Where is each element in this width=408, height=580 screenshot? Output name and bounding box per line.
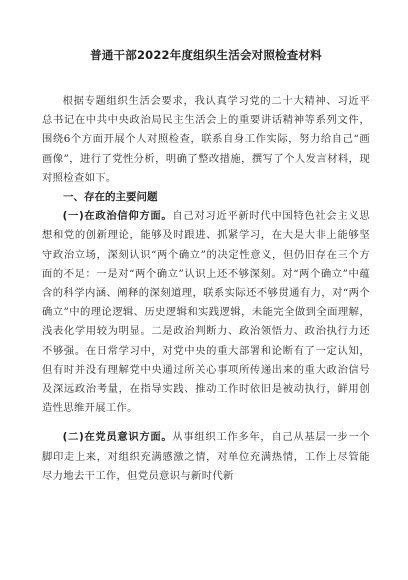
political-belief-body: 自己对习近平新时代中国特色社会主义思想和党的创新理论，能够及时跟进、抓紧学习，在大是大非上能够坚守政治立场，深刻认识“两个确立”的决定性意义，但仍旧存在三个方面的不足：一是对“两个确立”认识上还不够深刻。对“两个确立”中蕴含的科学内涵、阐释的深刻道理，联系实际还不够贯通有力，对“两个确立”中的理论逻辑、历史逻辑和实践逻辑，未能完全做到全面理解，浅表化学用较为明显。二是政治判断力、政治领悟力、政治执行力还不够强。在日常学习中，对党中央的重大部署和论断有了一定认知，但有时并没有理解党中央通过所关心事项所传递出来的重大政治信号及深远政治考量，在指导实践、推动工作时依旧是被动执行，鲜用创造性思维开展工作。 xyxy=(42,210,370,415)
party-awareness-heading: (二)在党员意识方面。 xyxy=(62,431,173,444)
party-awareness-body: 从事组织工作多年，自己从基层一步一个脚印走上来，对组织充满感激之情，对单位充满热情，工作上尽管能尽力地去干工作，但党员意识与新时代新 xyxy=(42,431,370,482)
document-title: 普通干部2022年度组织生活会对照检查材料 xyxy=(90,48,322,62)
section-heading-problems: 一、存在的主要问题 xyxy=(63,191,158,204)
political-belief-heading: (一)在政治信仰方面。 xyxy=(62,210,173,223)
paragraph-spacer xyxy=(42,418,370,428)
intro-paragraph: 根据专题组织生活会要求，我认真学习党的二十大精神、习近平总书记在中共中央政治局民主生活会上的重要讲话精神等系列文件，围绕6个方面开展个人对照检查，联系自身工作实际，努力给自己“画画像”，进行了党性分析，明确了整改措施，撰写了个人发言材料，现对照检查如下。 xyxy=(42,95,370,184)
party-awareness-paragraph xyxy=(42,428,370,486)
political-belief-paragraph xyxy=(42,207,370,418)
